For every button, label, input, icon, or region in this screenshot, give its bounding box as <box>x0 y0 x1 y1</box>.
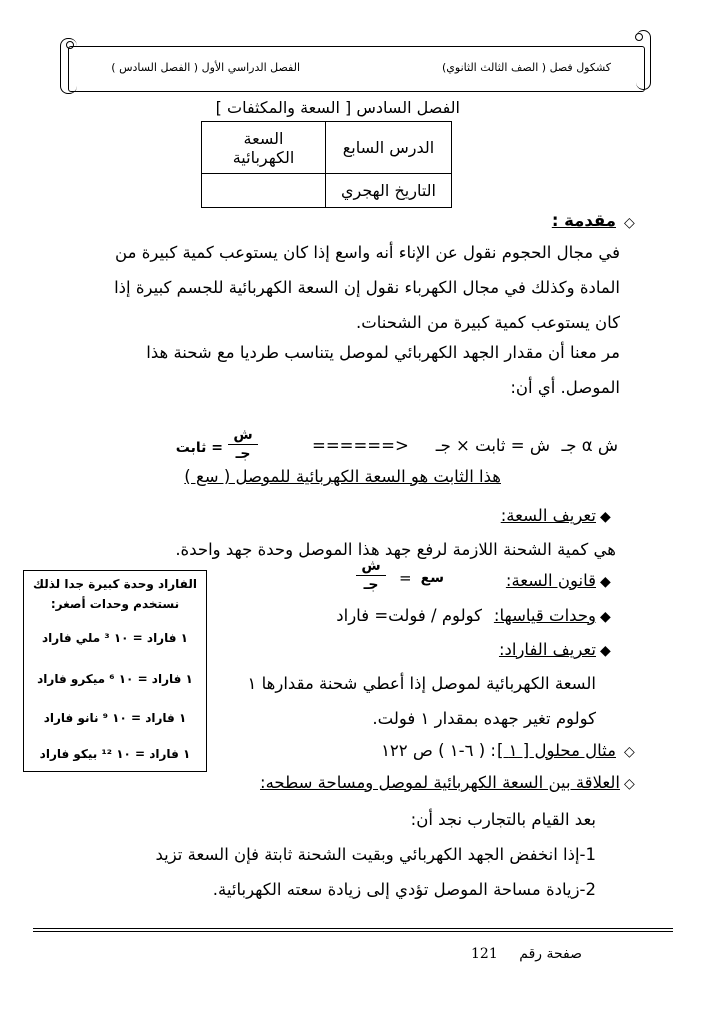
header-semester: الفصل الدراسي الأول ( الفصل السادس ) <box>111 61 300 74</box>
units-text: كولوم / فولت= فاراد <box>336 606 482 625</box>
footer-rule-thin <box>33 931 673 932</box>
lesson-value-cell <box>202 122 326 174</box>
sidebox-row-nano: ١ فاراد = ١٠ ⁹ نانو فاراد <box>43 711 187 725</box>
capacity-def-heading: تعريف السعة: <box>500 506 596 525</box>
units-sidebox <box>23 570 207 772</box>
eq-frac-num: ش <box>233 427 253 443</box>
intro-line-1: في مجال الحجوم نقول عن الإناء أنه واسع إذا كان يستوعب كمية كبيرة من <box>115 243 620 262</box>
sidebox-title-2: نستخدم وحدات أصغر: <box>50 597 180 611</box>
eq-fraction <box>228 427 258 462</box>
header-course: كشكول فصل ( الصف الثالث الثانوي) <box>442 61 611 74</box>
farad-def-heading: تعريف الفاراد: <box>498 640 596 659</box>
intro-line-3: كان يستوعب كمية كبيرة من الشحنات. <box>355 313 620 332</box>
capacity-law-num: ش <box>361 558 381 574</box>
diamond-bullet-icon: ◇ <box>624 215 635 231</box>
eq-relation: ش = ثابت × جـ <box>435 436 550 455</box>
capacity-law-line <box>356 575 386 576</box>
lesson-table <box>201 121 452 208</box>
units-heading: وحدات قياسها: <box>493 606 596 625</box>
date-value <box>202 174 326 208</box>
farad-def-line2: كولوم تغير جهده بمقدار ١ فولت. <box>372 709 596 728</box>
capacity-law-lhs: سع <box>420 570 444 586</box>
sidebox-row-micro: ١ فاراد = ١٠ ⁶ ميكرو فاراد <box>37 672 193 686</box>
capacity-law-fraction <box>356 558 386 593</box>
filled-diamond-icon: ◆ <box>600 643 611 659</box>
capacity-law-den: جـ <box>363 577 379 593</box>
relation-item-2: 2-زيادة مساحة الموصل تؤدي إلى زيادة سعته الكهربائية. <box>212 880 596 899</box>
intro-line-4: مر معنا أن مقدار الجهد الكهربائي لموصل يتناسب طرديا مع شحنة هذا <box>146 343 620 362</box>
filled-diamond-icon: ◆ <box>600 574 611 590</box>
constant-note: هذا الثابت هو السعة الكهربائية للموصل ( سع ) <box>184 467 501 486</box>
eq-frac-line <box>228 444 258 445</box>
solved-example-ref: : ( ٦-١ ) ص ١٢٢ <box>381 741 496 760</box>
lesson-label: الدرس السابع <box>326 122 452 174</box>
chapter-title: الفصل السادس [ السعة والمكثفات ] <box>215 98 460 117</box>
eq-proportional: ش α جـ <box>561 436 618 455</box>
intro-heading: مقدمة : <box>551 211 616 230</box>
sidebox-row-pico: ١ فاراد = ١٠ ¹² بيكو فاراد <box>39 747 191 761</box>
farad-def-line1: السعة الكهربائية لموصل إذا أعطي شحنة مقدارها ١ <box>247 674 596 693</box>
lesson-value-line1: السعة <box>243 128 284 148</box>
scroll-dot-right <box>635 33 643 41</box>
filled-diamond-icon: ◆ <box>600 509 611 525</box>
capacity-law-heading: قانون السعة: <box>505 571 596 590</box>
eq-frac-result: = ثابت <box>175 440 223 456</box>
sidebox-row-milli: ١ فاراد = ١٠ ³ ملي فاراد <box>42 631 188 645</box>
relation-intro: بعد القيام بالتجارب نجد أن: <box>410 810 596 829</box>
solved-example-label: مثال محلول [ ١ ] <box>496 741 616 760</box>
capacity-law-eq: = <box>399 569 412 587</box>
relation-item-1: 1-إذا انخفض الجهد الكهربائي وبقيت الشحنة ثابتة فإن السعة تزيد <box>155 845 596 864</box>
diamond-bullet-icon: ◇ <box>624 744 635 760</box>
page-number: 121 <box>471 946 498 962</box>
intro-line-2: المادة وكذلك في مجال الكهرباء نقول إن السعة الكهربائية للجسم كبيرة إذا <box>114 278 620 297</box>
page-label: صفحة رقم <box>519 946 582 962</box>
diamond-bullet-icon: ◇ <box>624 776 635 792</box>
lesson-value-line2: الكهربائية <box>232 147 295 167</box>
capacity-def-text: هي كمية الشحنة اللازمة لرفع جهد هذا الموصل وحدة جهد واحدة. <box>175 540 616 559</box>
intro-line-5: الموصل. أي أن: <box>510 378 620 397</box>
eq-frac-den: جـ <box>235 446 251 462</box>
footer-rule <box>33 928 673 929</box>
relation-heading: العلاقة بين السعة الكهربائية لموصل ومساحة سطحه: <box>260 773 620 792</box>
eq-arrow: ======> <box>312 436 409 455</box>
date-label: التاريخ الهجري <box>326 174 452 208</box>
filled-diamond-icon: ◆ <box>600 609 611 625</box>
sidebox-title-1: الفاراد وحدة كبيرة جدا لذلك <box>33 577 197 591</box>
